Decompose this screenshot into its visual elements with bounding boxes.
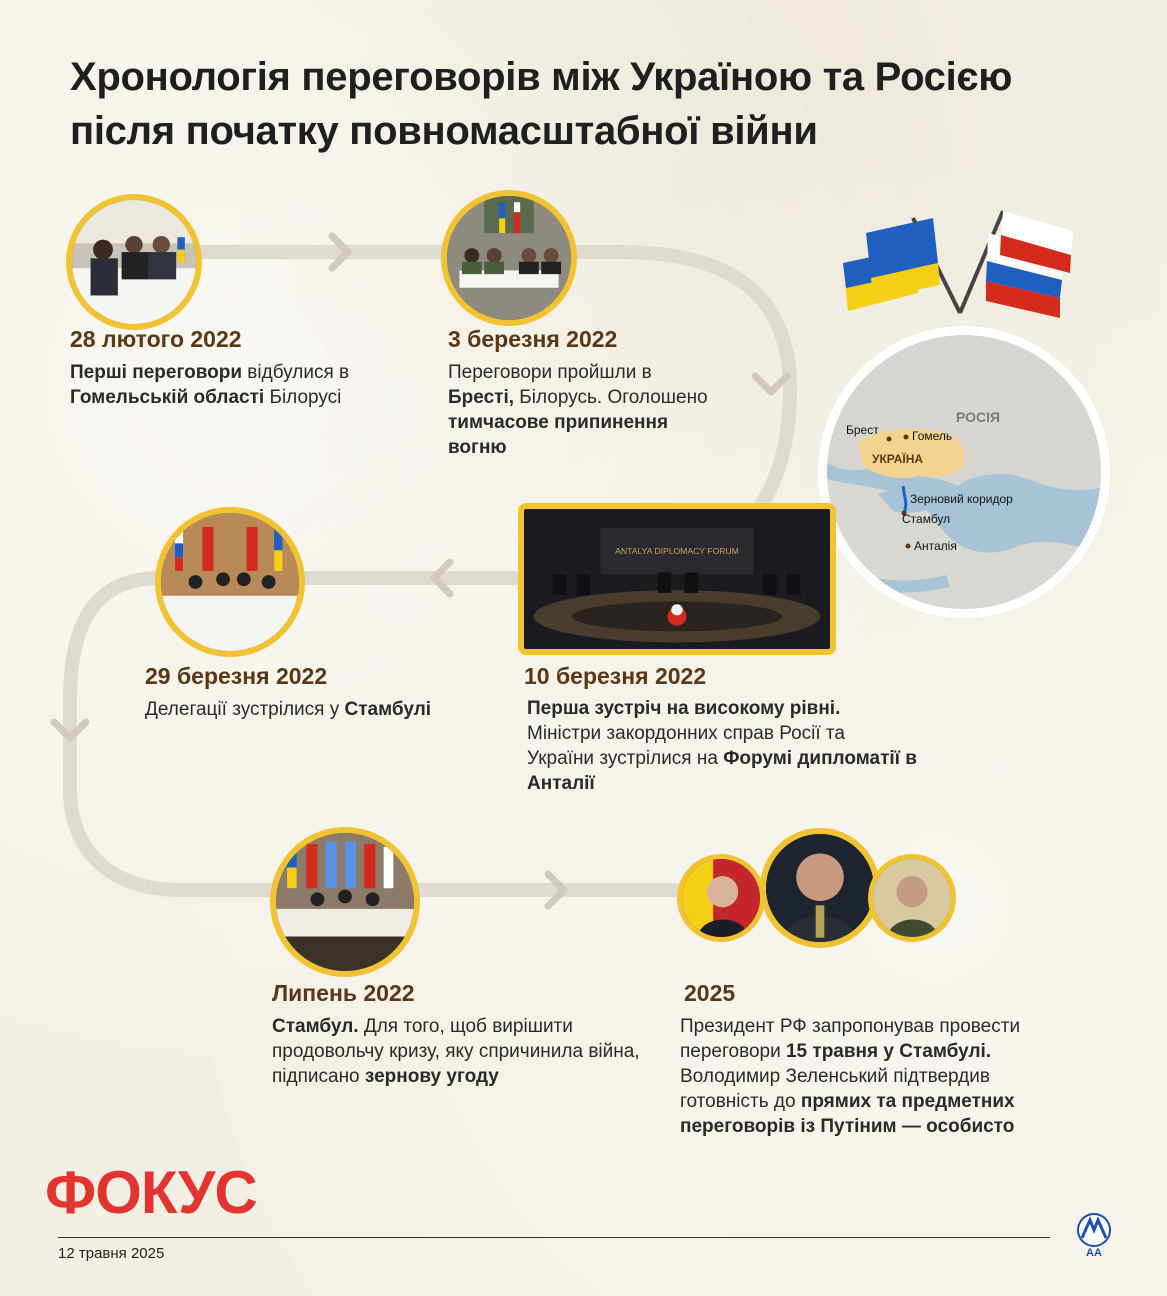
map-label-gomel: Гомель (912, 429, 953, 443)
brand-logo: ФОКУС (45, 1159, 257, 1226)
map-label-ukraine: УКРАЇНА (872, 452, 924, 466)
photo-istanbul-talks (155, 507, 305, 657)
russia-flag-icon (986, 211, 1073, 318)
event-description: Перші переговори відбулися в Гомельській області Білорусі (70, 362, 350, 408)
event-date: Липень 2022 (272, 980, 415, 1006)
footer-divider (58, 1237, 1050, 1238)
map-label-istanbul: Стамбул (902, 512, 951, 526)
region-map (818, 326, 1110, 618)
map-label-antalya: Анталія (914, 539, 957, 553)
photo-antalya-forum (518, 503, 836, 655)
map-label-grain: Зерновий коридор (910, 492, 1013, 506)
map-label-brest: Брест (846, 423, 879, 437)
svg-text:AA: AA (1086, 1247, 1102, 1258)
map-label-russia: РОСІЯ (956, 409, 1001, 425)
aa-agency-logo-icon (1068, 1212, 1120, 1258)
event-date: 2025 (684, 980, 736, 1006)
portrait-erdogan (760, 828, 880, 948)
flags-ukraine-russia (838, 203, 1088, 338)
event-date: 3 березня 2022 (448, 326, 618, 352)
event-description: Переговори пройшли в Бресті, Білорусь. Оголошено тимчасове припинення вогню (448, 362, 708, 458)
event-date: 28 лютого 2022 (70, 326, 242, 352)
event-description: Делегації зустрілися у Стамбулі (145, 699, 432, 720)
title-line-2: після початку повномасштабної війни (70, 109, 818, 153)
portrait-putin (677, 854, 765, 942)
event-date: 29 березня 2022 (145, 663, 328, 689)
event-description: Перша зустріч на високому рівні. Міністри закордонних справ Росії та України зустрілися на Форумі дипломатії в Анталії (527, 698, 917, 794)
backdrop-text: ANTALYA DIPLOMACY FORUM (615, 545, 739, 556)
event-description: Президент РФ запропонував провести переговори 15 травня у Стамбулі. Володимир Зеленський підтвердив готовність до прямих та предметних переговорів із Путіним — особисто (680, 1016, 1021, 1137)
title-line-1: Хронологія переговорів між Україною та Росією (70, 55, 1013, 99)
publication-date: 12 травня 2025 (58, 1245, 165, 1262)
photo-grain-deal (270, 827, 420, 977)
ukraine-flag-icon (843, 218, 940, 311)
photo-gomel-talks (66, 194, 202, 330)
portrait-zelensky (868, 854, 956, 942)
event-description: Стамбул. Для того, щоб вирішити продовольчу кризу, яку спричинила війна, підписано зернову угоду (272, 1016, 640, 1087)
photo-brest-talks (441, 190, 577, 326)
event-date: 10 березня 2022 (524, 663, 707, 689)
